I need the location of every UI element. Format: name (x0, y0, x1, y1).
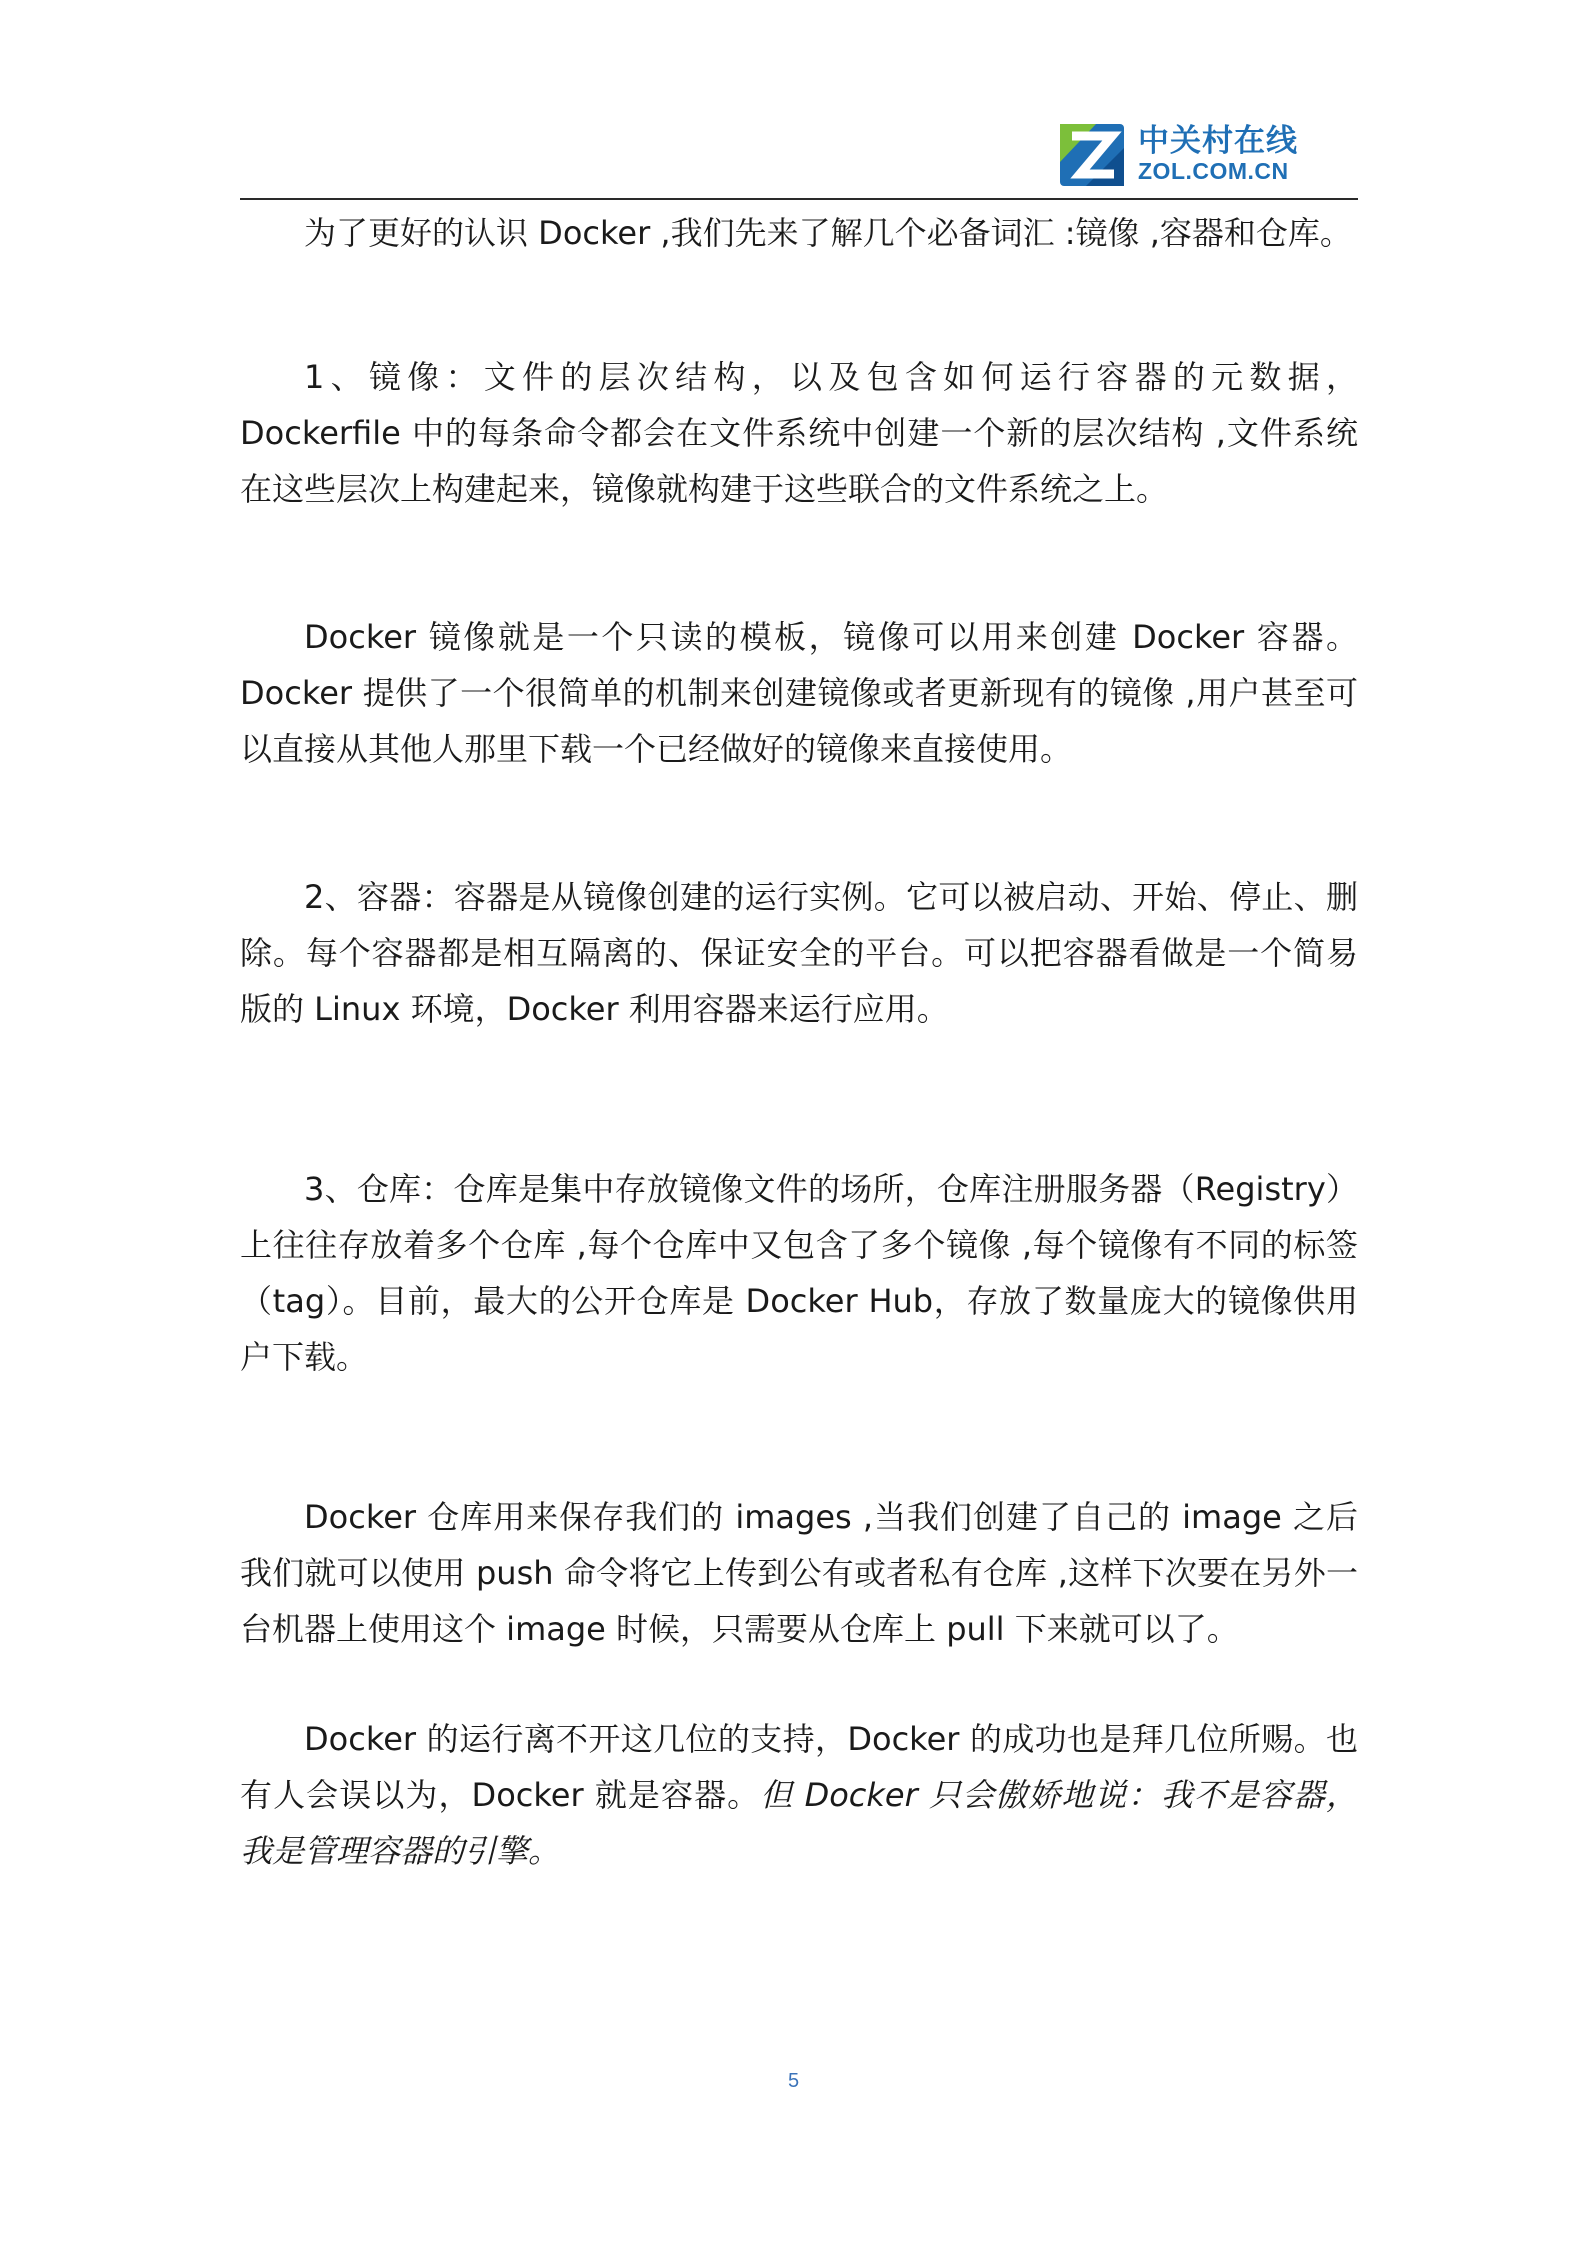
logo-domain: ZOL.COM.CN (1138, 158, 1289, 185)
closing-paragraph (240, 1711, 1358, 1879)
repository-usage-paragraph: Docker 仓库用来保存我们的 images ,当我们创建了自己的 image 之后我们就可以使用 push 命令将它上传到公有或者私有仓库 ,这样下次要在另外一台机器上使用这个 image 时候，只需要从仓库上 pull 下来就可以了。 (240, 1498, 1358, 1648)
page-header (240, 110, 1358, 200)
logo-chinese-name: 中关村在线 (1138, 122, 1298, 159)
logo-wordmark (1138, 122, 1298, 185)
image-description-paragraph: Docker 镜像就是一个只读的模板，镜像可以用来创建 Docker 容器。Docker 提供了一个很简单的机制来创建镜像或者更新现有的镜像 ,用户甚至可以直接从其他人那里下载一个已经做好的镜像来直接使用。 (240, 618, 1358, 768)
closing-italic-quote: 但 Docker 只会傲娇地说：我不是容器，我是管理容器的引擎。 (240, 1776, 1358, 1870)
container-definition-paragraph: 2、容器：容器是从镜像创建的运行实例。它可以被启动、开始、停止、删除。每个容器都是相互隔离的、保证安全的平台。可以把容器看做是一个简易版的 Linux 环境，Docker 利用容器来运行应用。 (240, 878, 1358, 1028)
header-divider (240, 198, 1358, 200)
zol-logo-icon (1056, 118, 1128, 190)
image-definition-paragraph: 1、镜像：文件的层次结构，以及包含如何运行容器的元数据， Dockerfile 中的每条命令都会在文件系统中创建一个新的层次结构 ,文件系统在这些层次上构建起来，镜像就构建于这些联合的文件系统之上。 (240, 358, 1358, 508)
repository-definition-paragraph: 3、仓库：仓库是集中存放镜像文件的场所，仓库注册服务器（Registry）上往往存放着多个仓库 ,每个仓库中又包含了多个镜像 ,每个镜像有不同的标签（tag）。目前，最大的公开仓库是 Docker Hub，存放了数量庞大的镜像供用户下载。 (240, 1170, 1358, 1376)
document-body (240, 205, 1358, 1879)
page-number: 5 (787, 2070, 800, 2092)
intro-paragraph: 为了更好的认识 Docker ,我们先来了解几个必备词汇 :镜像 ,容器和仓库。 (304, 214, 1352, 252)
zol-logo[interactable] (1056, 118, 1298, 190)
closing-text: Docker 的运行离不开这几位的支持，Docker 的成功也是拜几位所赐。也有人会误以为，Docker 就是容器。 (240, 1720, 1358, 1814)
